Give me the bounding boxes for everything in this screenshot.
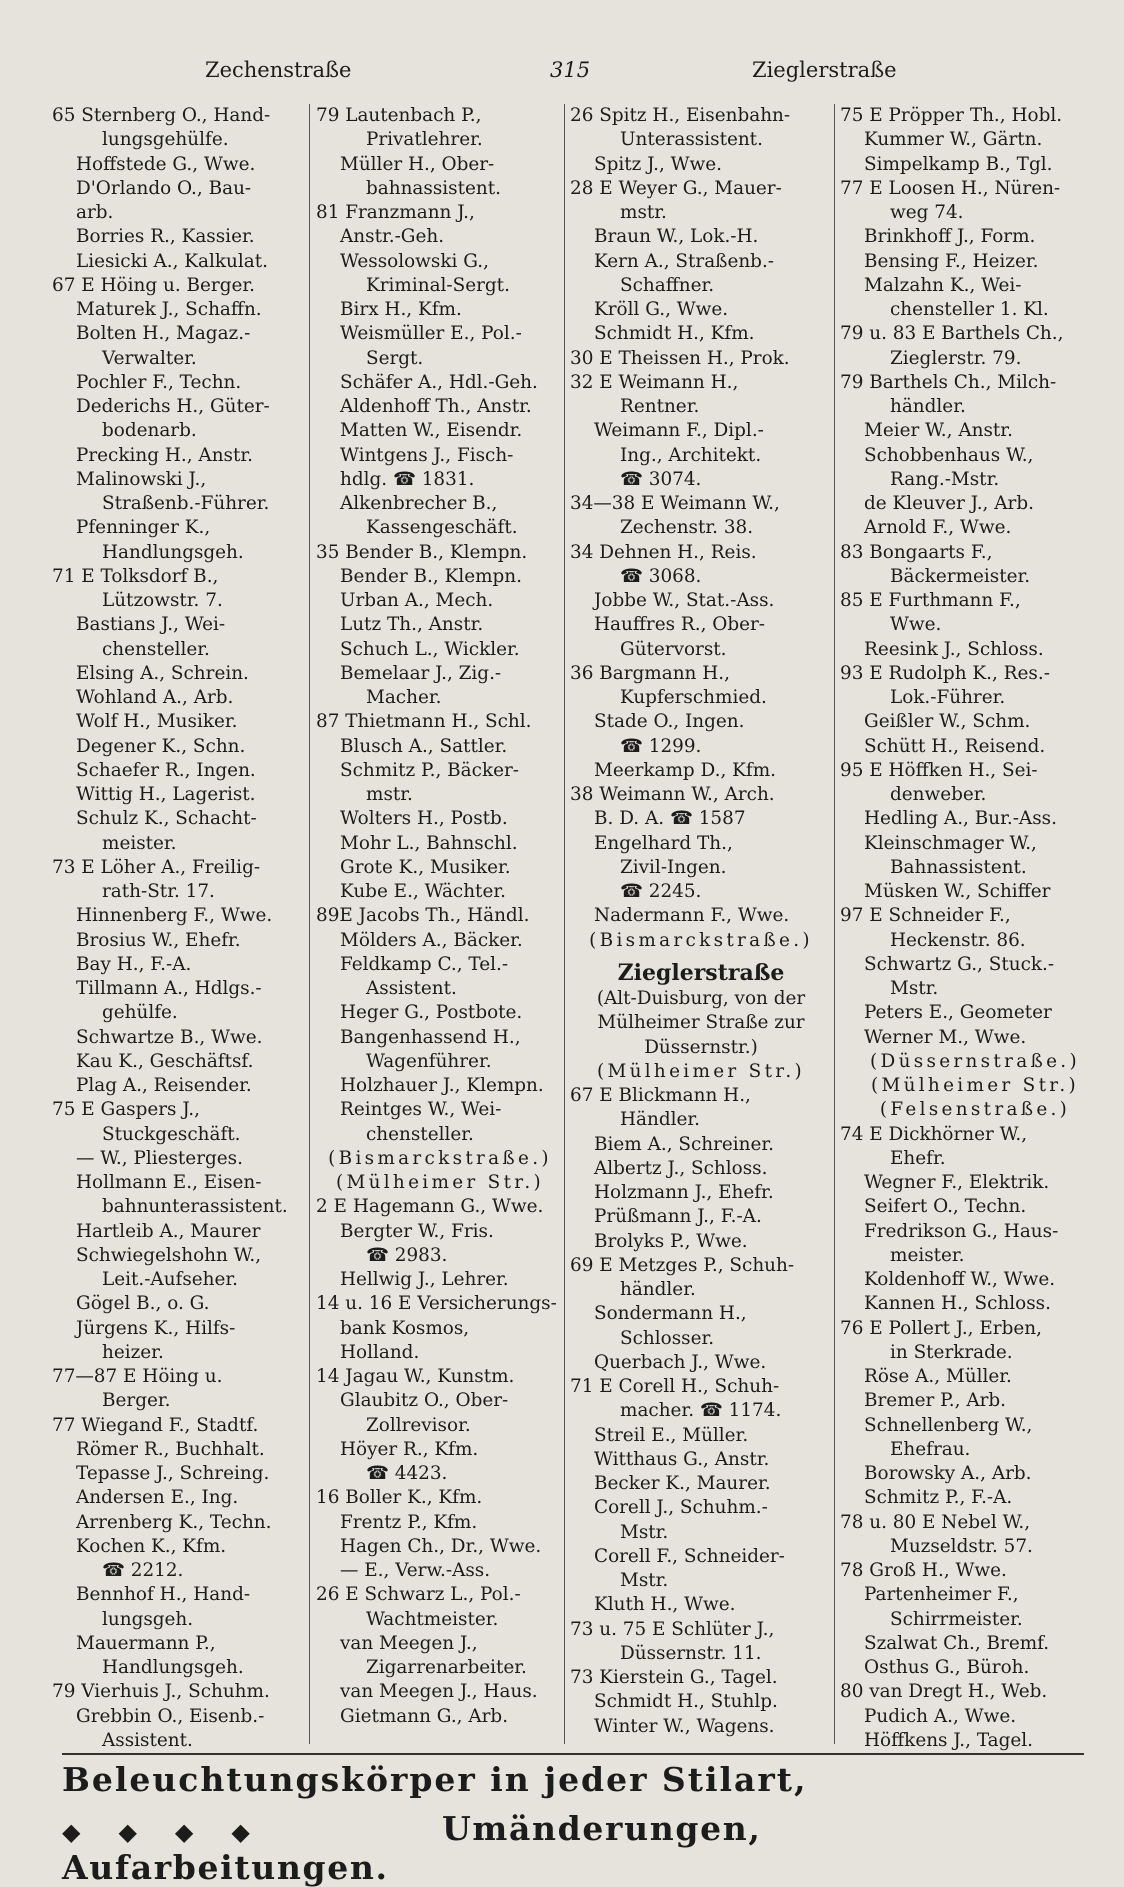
directory-entry: Schnellenberg W., [864,1414,1033,1436]
directory-entry: Bender B., Klempn. [340,565,522,587]
directory-entry: Rang.-Mstr. [890,468,1000,490]
directory-entry: (Alt-Duisburg, von der [596,988,806,1009]
directory-entry: 87 Thietmann H., Schl. [316,711,532,733]
directory-entry: Kleinschmager W., [864,832,1037,854]
directory-entry: Wegner F., Elektrik. [864,1172,1050,1193]
directory-entry: Brosius W., Ehefr. [76,929,241,951]
directory-entry: Malinowski J., [76,468,207,490]
directory-entry: Straßenb.-Führer. [102,493,270,514]
directory-entry: Bergter W., Fris. [340,1220,494,1242]
directory-entry: 77—87 E Höing u. [52,1366,223,1387]
page-number: 315 [550,58,591,82]
directory-entry: händler. [620,1279,696,1300]
directory-entry: Verwalter. [102,347,197,369]
directory-entry: chensteller. [102,638,210,660]
directory-entry: Wittig H., Lagerist. [76,784,256,805]
directory-entry: arb. [76,202,114,223]
directory-entry: Grebbin O., Eisenb.- [76,1705,265,1727]
directory-entry: Spitz J., Wwe. [594,153,723,175]
directory-entry: 95 E Höffken H., Sei- [840,759,1038,781]
directory-entry: Schulz K., Schacht- [76,808,257,830]
directory-entry: Kern A., Straßenb.- [594,250,775,272]
directory-entry: Jürgens K., Hilfs- [76,1317,236,1339]
directory-entry: 14 Jagau W., Kunstm. [316,1366,515,1387]
directory-entry: Aldenhoff Th., Anstr. [340,396,532,417]
directory-entry: Precking H., Anstr. [76,444,253,466]
directory-entry: (Bismarckstraße.) [328,1147,552,1169]
directory-entry: Meier W., Anstr. [864,420,1013,442]
directory-entry: lungsgehülfe. [102,129,229,151]
directory-entry: ☎ 2245. [620,881,702,902]
directory-entry: Hedling A., Bur.-Ass. [864,808,1057,830]
directory-entry: Mstr. [620,1570,669,1591]
directory-entry: (Düssernstraße.) [870,1050,1080,1072]
directory-entry: Holzhauer J., Klempn. [340,1075,544,1096]
directory-entry: Pochler F., Techn. [76,371,242,393]
directory-entry: 73 u. 75 E Schlüter J., [570,1618,775,1640]
directory-entry: Bensing F., Heizer. [864,250,1039,272]
directory-entry: Händler. [620,1109,701,1131]
directory-entry: Tepasse J., Schreing. [76,1463,270,1484]
directory-entry: Schwartz G., Stuck.- [864,953,1055,975]
directory-entry: 2 E Hagemann G., Wwe. [316,1196,544,1218]
directory-entry: Schobbenhaus W., [864,444,1034,466]
directory-entry: Nadermann F., Wwe. [594,905,790,927]
directory-entry: Zivil-Ingen. [620,856,727,878]
directory-entry: Bremer P., Arb. [864,1390,1007,1412]
directory-entry: Ehefr. [890,1147,946,1169]
directory-entry: Albertz J., Schloss. [594,1157,768,1179]
directory-entry: ☎ 3068. [620,565,702,587]
directory-entry: meister. [890,1244,965,1266]
directory-entry: Tillmann A., Hdlgs.- [76,978,262,999]
directory-entry: Winter W., Wagens. [594,1715,775,1737]
directory-entry: Querbach J., Wwe. [594,1351,767,1373]
directory-entry: bodenarb. [102,420,197,442]
directory-entry: denweber. [890,784,987,805]
column-divider [564,104,565,1744]
header-right-street: Zieglerstraße [752,58,897,82]
directory-entry: Heger G., Postbote. [340,1002,523,1024]
directory-entry: Hoffstede G., Wwe. [76,153,256,175]
directory-entry: meister. [102,832,177,854]
directory-entry: Streil E., Müller. [594,1424,749,1446]
directory-entry: 79 Lautenbach P., [316,105,482,126]
directory-entry: ☎ 2983. [366,1244,448,1266]
directory-entry: Kannen H., Schloss. [864,1293,1051,1315]
directory-entry: Ing., Architekt. [620,444,762,466]
directory-entry: 36 Bargmann H., [570,662,730,684]
directory-entry: in Sterkrade. [890,1341,1013,1363]
directory-entry: Schmitz P., Bäcker- [340,759,519,781]
directory-entry: (Bismarckstraße.) [589,929,813,951]
directory-entry: Kassengeschäft. [366,517,518,539]
directory-entry: Bäckermeister. [890,565,1031,587]
directory-entry: 28 E Weyer G., Mauer- [570,177,782,199]
directory-entry: 67 E Höing u. Berger. [52,274,255,296]
directory-entry: Schaefer R., Ingen. [76,759,256,781]
directory-entry: 83 Bongaarts F., [840,541,993,563]
directory-entry: Elsing A., Schrein. [76,662,249,684]
directory-entry: Prüßmann J., F.-A. [594,1206,762,1228]
directory-entry: Dederichs H., Güter- [76,396,270,417]
directory-entry: Malzahn K., Wei- [864,274,1022,296]
directory-entry: 26 Spitz H., Eisenbahn- [570,105,791,126]
directory-entry: Römer R., Buchhalt. [76,1438,265,1460]
directory-entry: Anstr.-Geh. [340,226,445,248]
directory-entry: Schwiegelshohn W., [76,1244,262,1266]
directory-entry: Unterassistent. [620,129,763,151]
directory-entry: Privatlehrer. [366,129,483,151]
directory-entry: 78 Groß H., Wwe. [840,1560,1007,1581]
directory-entry: Geißler W., Schm. [864,711,1031,733]
directory-entry: Zechenstr. 38. [620,517,754,539]
directory-entry: Stuckgeschäft. [102,1123,241,1145]
column-2 [316,104,564,1729]
directory-entry: Düssernstr.) [644,1036,758,1058]
directory-entry: chensteller 1. Kl. [890,299,1049,320]
directory-entry: Feldkamp C., Tel.- [340,953,509,975]
directory-entry: Blusch A., Sattler. [340,735,508,757]
directory-entry: 78 u. 80 E Nebel W., [840,1511,1031,1533]
header-left-street: Zechenstraße [205,58,352,82]
directory-entry: Holland. [340,1341,420,1363]
directory-entry: händler. [890,396,966,417]
column-divider [834,104,835,1744]
directory-entry: Becker K., Maurer. [594,1473,771,1494]
directory-entry: Pudich A., Wwe. [864,1705,1017,1727]
directory-entry: Simpelkamp B., Tgl. [864,153,1053,175]
directory-entry: Höyer R., Kfm. [340,1438,479,1460]
directory-entry: Rentner. [620,396,700,417]
directory-entry: Schwartze B., Wwe. [76,1026,263,1048]
directory-entry: Reesink J., Schloss. [864,638,1044,660]
column-3 [570,104,832,1739]
advert-line-2-text: Umänderungen, Aufarbeitungen. [62,1809,762,1887]
directory-entry: Berger. [102,1390,171,1412]
directory-entry: 81 Franzmann J., [316,202,475,223]
directory-entry: Degener K., Schn. [76,735,246,757]
directory-entry: 80 van Dregt H., Web. [840,1681,1048,1703]
directory-entry: Osthus G., Büroh. [864,1657,1030,1678]
directory-entry: macher. ☎ 1174. [620,1400,782,1422]
directory-entry: Schlosser. [620,1327,715,1349]
directory-entry: Bolten H., Magaz.- [76,323,251,345]
directory-entry: Sergt. [366,347,424,369]
directory-entry: Bemelaar J., Zig.- [340,662,502,684]
directory-entry: Lok.-Führer. [890,687,1006,708]
directory-entry: 79 Vierhuis J., Schuhm. [52,1681,270,1703]
directory-entry: Mauermann P., [76,1632,216,1654]
directory-entry: Kau K., Geschäftsf. [76,1050,254,1072]
directory-entry: ☎ 4423. [366,1463,448,1484]
directory-entry: rath-Str. 17. [102,881,215,902]
directory-entry: Wagenführer. [366,1050,492,1072]
directory-entry: 89E Jacobs Th., Händl. [316,905,530,927]
directory-entry: Weismüller E., Pol.- [340,323,522,345]
directory-entry: D'Orlando O., Bau- [76,177,252,199]
directory-entry: 26 E Schwarz L., Pol.- [316,1584,521,1606]
directory-entry: Jobbe W., Stat.-Ass. [594,590,775,611]
directory-entry: 34 Dehnen H., Reis. [570,541,757,563]
directory-entry: Arnold F., Wwe. [864,517,1012,539]
directory-entry: 16 Boller K., Kfm. [316,1487,483,1509]
directory-entry: 79 u. 83 E Barthels Ch., [840,323,1064,345]
directory-entry: Handlungsgeh. [102,1657,244,1678]
directory-entry: 34—38 E Weimann W., [570,493,780,514]
directory-entry: Grote K., Musiker. [340,856,511,878]
directory-entry: Heckenstr. 86. [890,929,1026,951]
directory-entry: Bennhof H., Hand- [76,1584,251,1606]
directory-entry: Wohland A., Arb. [76,687,234,708]
directory-entry: Koldenhoff W., Wwe. [864,1269,1056,1290]
directory-entry: Assistent. [102,1729,193,1751]
directory-entry: Holzmann J., Ehefr. [594,1182,774,1203]
directory-entry: 38 Weimann W., Arch. [570,784,775,805]
directory-entry: Matten W., Eisendr. [340,420,523,442]
directory-entry: Engelhard Th., [594,832,733,854]
directory-entry: Wolters H., Postb. [340,808,508,830]
directory-entry: ☎ 3074. [620,468,702,490]
directory-entry: Mölders A., Bäcker. [340,929,523,951]
directory-entry: Corell F., Schneider- [594,1545,785,1567]
directory-entry: van Meegen J., Haus. [340,1681,538,1703]
directory-entry: Birx H., Kfm. [340,299,462,320]
directory-entry: hdlg. ☎ 1831. [340,468,475,490]
directory-entry: Hartleib A., Maurer [76,1220,261,1242]
directory-entry: Szalwat Ch., Bremf. [864,1632,1050,1654]
directory-entry: Witthaus G., Anstr. [594,1448,770,1470]
directory-entry: 65 Sternberg O., Hand- [52,105,271,126]
directory-entry: gehülfe. [102,1002,178,1024]
directory-entry: Hagen Ch., Dr., Wwe. [340,1535,542,1557]
directory-entry: Hollmann E., Eisen- [76,1172,262,1193]
directory-entry: Schütt H., Reisend. [864,735,1046,757]
directory-entry: Corell J., Schuhm.- [594,1497,768,1519]
directory-entry: Brinkhoff J., Form. [864,226,1036,248]
directory-entry: Kube E., Wächter. [340,881,506,902]
directory-entry: ☎ 2212. [102,1560,184,1581]
directory-entry: Kluth H., Wwe. [594,1594,736,1616]
directory-entry: Andersen E., Ing. [76,1487,239,1509]
directory-entry: 93 E Rudolph K., Res.- [840,662,1050,684]
directory-entry: (Felsenstraße.) [879,1099,1071,1121]
directory-entry: Wachtmeister. [366,1608,499,1630]
directory-entry: Schuch L., Wickler. [340,638,520,660]
directory-entry: 75 E Gaspers J., [52,1099,200,1121]
directory-entry: Gietmann G., Arb. [340,1705,509,1727]
directory-entry: Macher. [366,687,442,708]
directory-entry: Borries R., Kassier. [76,226,255,248]
directory-entry: mstr. [366,784,413,805]
directory-entry: Bastians J., Wei- [76,614,226,636]
directory-entry: Wintgens J., Fisch- [340,444,514,466]
street-heading: Zieglerstraße [617,959,785,986]
directory-entry: Wwe. [890,614,942,636]
directory-entry: 14 u. 16 E Versicherungs- [316,1293,557,1315]
directory-entry: 97 E Schneider F., [840,905,1011,927]
directory-entry: Urban A., Mech. [340,590,494,611]
directory-entry: Schäfer A., Hdl.-Geh. [340,371,538,393]
directory-entry: Kochen K., Kfm. [76,1535,227,1557]
directory-entry: Reintges W., Wei- [340,1099,502,1121]
directory-entry: Braun W., Lok.-H. [594,226,759,248]
directory-entry: Bay H., F.-A. [76,953,192,975]
directory-entry: — E., Verw.-Ass. [340,1560,491,1581]
directory-entry: de Kleuver J., Arb. [864,493,1034,514]
directory-entry: Maturek J., Schaffn. [76,299,262,320]
directory-entry: Schmitz P., F.-A. [864,1487,1013,1509]
directory-entry: mstr. [620,202,667,223]
directory-entry: Partenheimer F., [864,1584,1019,1606]
directory-entry: 69 E Metzges P., Schuh- [570,1254,795,1276]
directory-entry: (Mülheimer Str.) [870,1075,1080,1096]
directory-entry: Düssernstr. 11. [620,1642,762,1664]
directory-entry: Muzseldstr. 57. [890,1535,1033,1557]
directory-entry: 71 E Tolksdorf B., [52,565,219,587]
directory-entry: Mstr. [620,1521,669,1543]
directory-entry: Borowsky A., Arb. [864,1463,1032,1484]
directory-entry: Kupferschmied. [620,687,767,708]
diamond-ornaments: ◆◆◆◆ [62,1817,288,1846]
directory-entry: Gögel B., o. G. [76,1293,210,1315]
directory-entry: 30 E Theissen H., Prok. [570,347,790,369]
directory-entry: Wolf H., Musiker. [76,711,238,733]
directory-entry: 67 E Blickmann H., [570,1085,751,1106]
directory-entry: 75 E Pröpper Th., Hobl. [840,105,1063,126]
directory-entry: Sondermann H., [594,1303,747,1325]
directory-entry: Schmidt H., Kfm. [594,323,755,345]
advert-line-2 [62,1809,1084,1887]
directory-entry: Arrenberg K., Techn. [76,1511,272,1533]
directory-entry: Mülheimer Straße zur [597,1012,805,1034]
directory-entry: Kummer W., Gärtn. [864,129,1043,151]
directory-entry: — W., Pliesterges. [76,1147,243,1169]
directory-entry: Mstr. [890,978,939,999]
directory-entry: Hauffres R., Ober- [594,614,765,636]
directory-entry: Lützowstr. 7. [102,590,223,611]
directory-entry: 77 E Loosen H., Nüren- [840,177,1061,199]
directory-entry: 35 Bender B., Klempn. [316,541,528,563]
directory-entry: Schirrmeister. [890,1608,1023,1630]
page-header [0,58,1124,88]
directory-entry: Assistent. [366,978,457,999]
directory-entry: Kriminal-Sergt. [366,274,510,296]
directory-entry: bank Kosmos, [340,1317,470,1339]
directory-entry: Zieglerstr. 79. [890,347,1022,369]
advert-line-1: Beleuchtungskörper in jeder Stilart, [62,1760,808,1799]
column-divider [309,104,310,1744]
directory-entry: Werner M., Wwe. [864,1026,1027,1048]
directory-entry: bahnunterassistent. [102,1196,288,1218]
directory-entry: Alkenbrecher B., [340,493,498,514]
directory-entry: Mohr L., Bahnschl. [340,832,518,854]
directory-entry: Hinnenberg F., Wwe. [76,905,273,927]
directory-entry: 76 E Pollert J., Erben, [840,1317,1042,1339]
directory-entry: Höffkens J., Tagel. [864,1729,1033,1751]
directory-entry: Zollrevisor. [366,1414,471,1436]
directory-entry: Seifert O., Techn. [864,1196,1027,1218]
directory-entry: Liesicki A., Kalkulat. [76,250,268,272]
directory-entry: 74 E Dickhörner W., [840,1123,1028,1145]
directory-entry: Stade O., Ingen. [594,711,745,733]
directory-entry: Schaffner. [620,274,715,296]
directory-entry: 73 E Löher A., Freilig- [52,856,261,878]
directory-entry: bahnassistent. [366,177,501,199]
directory-entry: 77 Wiegand F., Stadtf. [52,1414,259,1436]
directory-entry: Biem A., Schreiner. [594,1133,775,1155]
directory-entry: Schmidt H., Stuhlp. [594,1691,778,1713]
directory-entry: Peters E., Geometer [864,1002,1052,1024]
directory-entry: Zigarrenarbeiter. [366,1657,527,1678]
directory-entry: Müsken W., Schiffer [864,881,1051,902]
directory-entry: van Meegen J., [340,1632,478,1654]
directory-entry: Bahnassistent. [890,856,1027,878]
directory-entry: (Mülheimer Str.) [335,1172,545,1193]
directory-entry: heizer. [102,1341,164,1363]
column-4 [840,104,1110,1753]
directory-entry: weg 74. [890,202,964,223]
directory-entry: Pfenninger K., [76,517,211,539]
directory-entry: 71 E Corell H., Schuh- [570,1376,780,1397]
directory-entry: Röse A., Müller. [864,1366,1012,1387]
advert-divider [62,1753,1084,1755]
directory-entry: Ehefrau. [890,1438,971,1460]
directory-entry: Leit.-Aufseher. [102,1269,239,1290]
directory-entry: Gütervorst. [620,638,727,660]
directory-entry: Fredrikson G., Haus- [864,1220,1059,1242]
directory-entry: 32 E Weimann H., [570,371,739,393]
directory-entry: lungsgeh. [102,1608,194,1630]
directory-entry: Plag A., Reisender. [76,1075,252,1096]
directory-entry: (Mülheimer Str.) [596,1060,806,1082]
directory-entry: Glaubitz O., Ober- [340,1390,509,1412]
directory-entry: Müller H., Ober- [340,153,495,175]
directory-entry: 79 Barthels Ch., Milch- [840,371,1057,393]
directory-entry: chensteller. [366,1123,474,1145]
column-1 [52,104,302,1753]
directory-entry: Handlungsgeh. [102,541,244,563]
directory-entry: 73 Kierstein G., Tagel. [570,1667,778,1688]
directory-entry: Lutz Th., Anstr. [340,614,484,636]
directory-entry: ☎ 1299. [620,735,702,757]
directory-entry: Brolyks P., Wwe. [594,1230,748,1252]
directory-entry: Bangenhassend H., [340,1026,521,1048]
directory-entry: Meerkamp D., Kfm. [594,759,777,781]
directory-entry: 85 E Furthmann F., [840,590,1021,611]
directory-entry: Weimann F., Dipl.- [594,420,764,442]
directory-entry: B. D. A. ☎ 1587 [594,808,746,830]
directory-entry: Kröll G., Wwe. [594,299,729,320]
directory-entry: Frentz P., Kfm. [340,1511,478,1533]
directory-entry: Wessolowski G., [340,250,489,272]
directory-entry: Hellwig J., Lehrer. [340,1269,509,1290]
